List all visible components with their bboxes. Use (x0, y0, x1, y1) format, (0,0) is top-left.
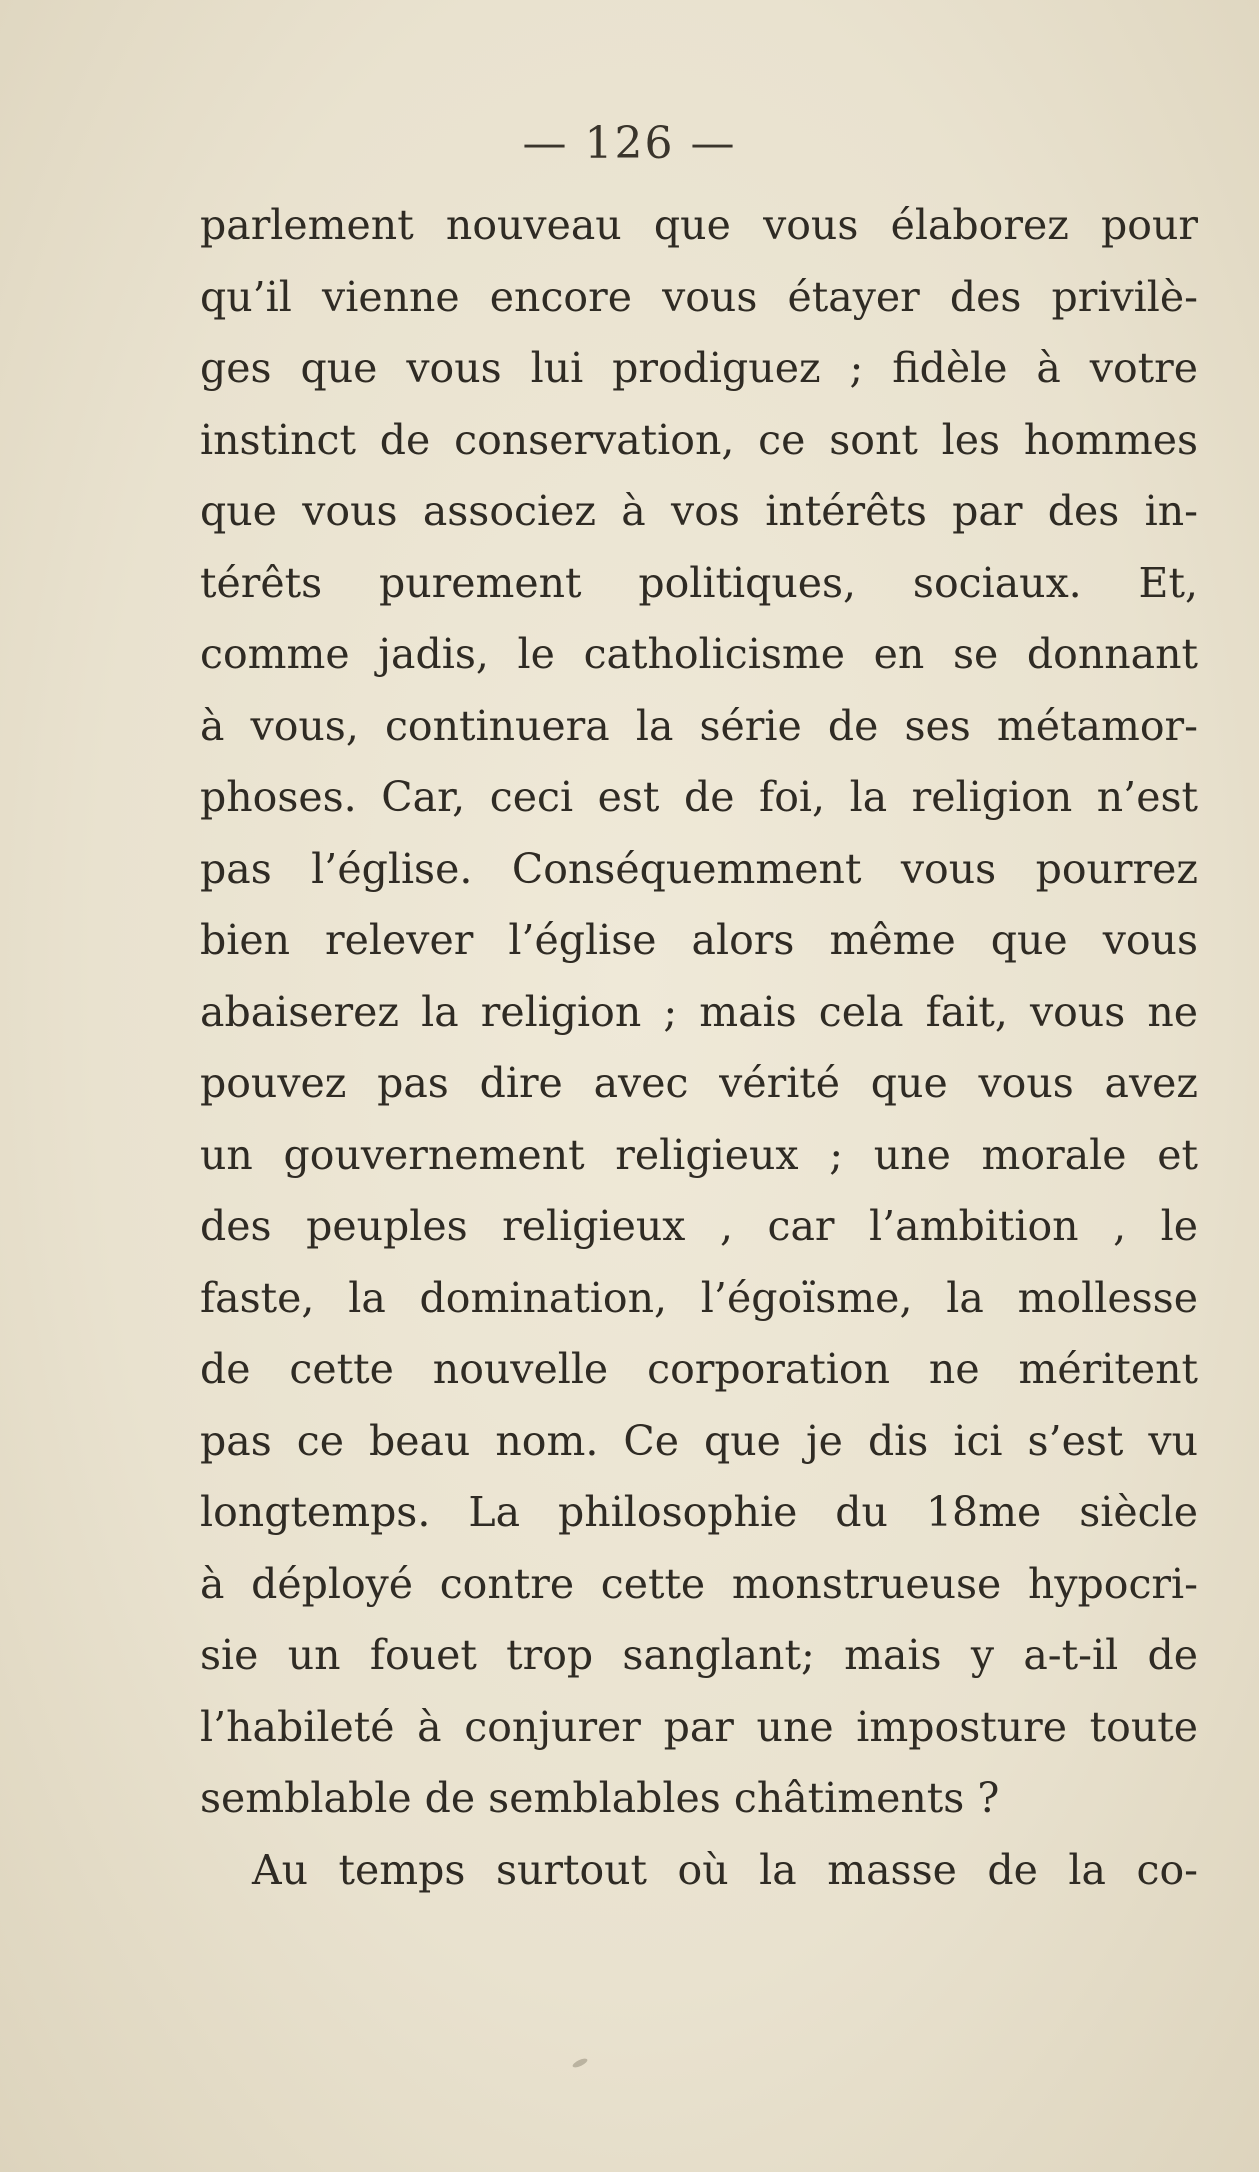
text-line: ges que vous lui prodiguez ; fidèle à votre (200, 344, 1198, 392)
text-line: que vous associez à vos intérêts par des in- (200, 487, 1198, 535)
text-line: instinct de conservation, ce sont les hommes (200, 415, 1198, 464)
text-line: l’habileté à conjurer par une imposture toute (200, 1702, 1198, 1751)
text-line: sie un fouet trop sanglant; mais y a-t-il de (200, 1631, 1198, 1679)
paper-mark (571, 2057, 588, 2069)
text-line: pas l’église. Conséquemment vous pourrez (200, 844, 1198, 893)
text-line: faste, la domination, l’égoïsme, la mollesse (200, 1273, 1198, 1322)
text-line: qu’il vienne encore vous étayer des privilè- (200, 272, 1198, 321)
text-line: abaiserez la religion ; mais cela fait, vous ne (200, 987, 1198, 1036)
text-line: bien relever l’église alors même que vous (200, 916, 1198, 964)
text-line: pouvez pas dire avec vérité que vous avez (200, 1059, 1198, 1107)
text-line: pas ce beau nom. Ce que je dis ici s’est vu (200, 1416, 1198, 1465)
paragraph-start-line: Au temps surtout où la masse de la co- (252, 1845, 1198, 1894)
text-line: parlement nouveau que vous élaborez pour (200, 201, 1198, 249)
body-text (200, 190, 1198, 1906)
paragraph-end-line: semblable de semblables châtiments ? (200, 1774, 1000, 1822)
text-line: à déployé contre cette monstrueuse hypocri- (200, 1559, 1198, 1608)
text-line: un gouvernement religieux ; une morale et (200, 1130, 1198, 1179)
text-line: longtemps. La philosophie du 18me siècle (200, 1488, 1198, 1536)
text-line: des peuples religieux , car l’ambition , le (200, 1202, 1198, 1250)
text-line: comme jadis, le catholicisme en se donnant (200, 630, 1198, 678)
text-line: phoses. Car, ceci est de foi, la religion n’est (200, 773, 1198, 821)
text-line: à vous, continuera la série de ses métamor- (200, 701, 1198, 750)
text-line: térêts purement politiques, sociaux. Et, (200, 558, 1198, 607)
page-number: — 126 — (522, 118, 737, 169)
text-line: de cette nouvelle corporation ne méritent (200, 1345, 1198, 1393)
